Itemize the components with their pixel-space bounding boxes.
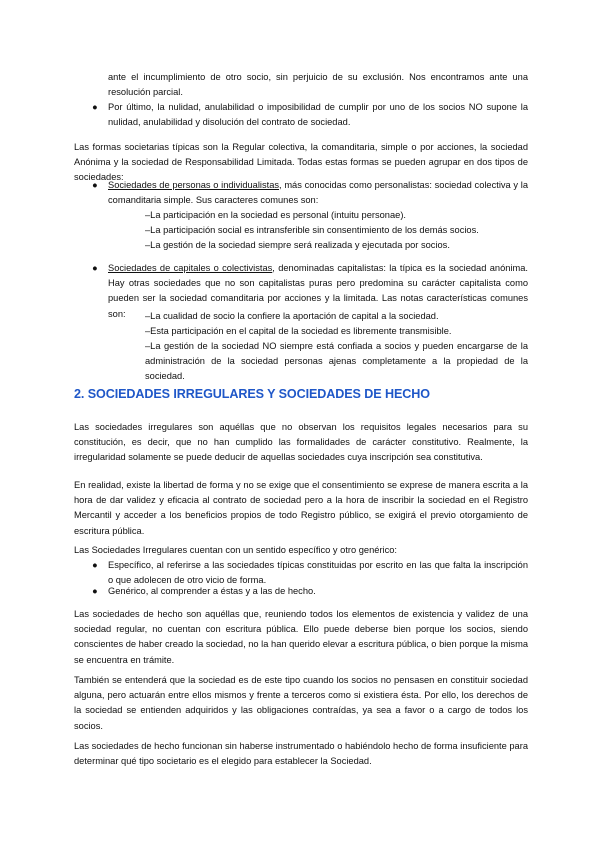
paragraph-funcionan: Las sociedades de hecho funcionan sin haberse instrumentado o habiéndolo hecho de forma insuficiente para determinar qué tipo societario es el elegido para establecer la Sociedad. (74, 741, 528, 767)
paragraph-libertad-forma: En realidad, existe la libertad de forma y no se exige que el consentimiento se exprese de manera escrita a la hora de dar validez y eficacia al contrato de sociedad pero a la hora de inscribir la sociedad en el Registro Mercantil y acceder a los beneficios propios de todo Registro público, se exigirá el previo otorgamiento de escritura pública. (74, 480, 528, 536)
capitales-item: –Esta participación en el capital de la sociedad es libremente transmisible. (145, 326, 452, 336)
sociedades-capitales-desc: , denominadas capitalistas: la típica es la sociedad anónima. Hay otras sociedades que no son capitalistas puras pero predomina su carácter capitalista como pueden ser la sociedad comanditaria por acciones y la limitada. Las notas características comunes son: (108, 263, 528, 319)
paragraph-sentidos: Las Sociedades Irregulares cuentan con un sentido específico y otro genérico: (74, 545, 398, 555)
sociedades-personas-term: Sociedades de personas o individualistas (108, 180, 280, 190)
bullet-generico: Genérico, al comprender a éstas y a las de hecho. (108, 586, 316, 596)
paragraph-irregulares: Las sociedades irregulares son aquéllas que no observan los requisitos legales necesarios para su constitución, es decir, que no han cumplido las formalidades de carácter constitutivo. Realmente, la irregularidad solamente se puede deducir de aquellas sociedades cuya inscripción sea constitutiva. (74, 422, 528, 463)
capitales-item: –La gestión de la sociedad NO siempre está confiada a socios y pueden encargarse de la administración de la sociedad personas ajenas completamente a la propiedad de la sociedad. (145, 341, 528, 382)
personas-item: –La gestión de la sociedad siempre será realizada y ejecutada por socios. (145, 240, 450, 250)
bullet-glyph: ● (92, 586, 98, 596)
bullet-sociedades-personas (108, 178, 528, 208)
bullet-glyph: ● (92, 263, 98, 273)
personas-item: –La participación social es intransferible sin consentimiento de los demás socios. (145, 225, 479, 235)
paragraph-tambien: También se entenderá que la sociedad es de este tipo cuando los socios no pensasen en constituir sociedad alguna, pero actuarán entre ellos mismos y frente a terceros como si existiera ésta. Por ello, los derechos de la sociedad se entienden adquiridos y las obligaciones contraídas, ya sea a favor o a cargo de todos los socios. (74, 675, 528, 731)
paragraph-sociedades-hecho: Las sociedades de hecho son aquéllas que, reuniendo todos los elementos de existencia y validez de una sociedad regular, no cuentan con escritura pública. Ello puede deberse bien porque los socios, siendo conscientes de haber creado la sociedad, no la han querido elevar a escritura pública, o bien porque la misma se encuentra en trámite. (74, 609, 528, 665)
bullet-nulidad: Por último, la nulidad, anulabilidad o imposibilidad de cumplir por uno de los socios NO supone la nulidad, anulabilidad y disolución del contrato de sociedad. (108, 102, 528, 128)
bullet-glyph: ● (92, 560, 98, 570)
personas-item: –La participación en la sociedad es personal (intuitu personae). (145, 210, 406, 220)
section-heading: 2. SOCIEDADES IRREGULARES Y SOCIEDADES DE HECHO (74, 387, 430, 401)
capitales-item: –La cualidad de socio la confiere la aportación de capital a la sociedad. (145, 311, 439, 321)
sociedades-personas-desc: , más conocidas como personalistas: sociedad colectiva y la comanditaria simple. Sus caracteres comunes son: (108, 180, 528, 206)
formas-intro: Las formas societarias típicas son la Regular colectiva, la comanditaria, simple o por acciones, la sociedad Anónima y la sociedad de Responsabilidad Limitada. Todas estas formas se pueden agrupar en dos tipos de sociedades: (74, 142, 528, 183)
bullet-glyph: ● (92, 180, 98, 190)
bullet-especifico: Específico, al referirse a las sociedades típicas constituidas por escrito en las que falta la inscripción o que adolecen de otro vicio de forma. (108, 560, 528, 586)
continuation-text: ante el incumplimiento de otro socio, sin perjuicio de su exclusión. Nos encontramos ante una resolución parcial. (108, 72, 528, 98)
bullet-glyph: ● (92, 102, 98, 112)
sociedades-capitales-term: Sociedades de capitales o colectivistas (108, 263, 273, 273)
